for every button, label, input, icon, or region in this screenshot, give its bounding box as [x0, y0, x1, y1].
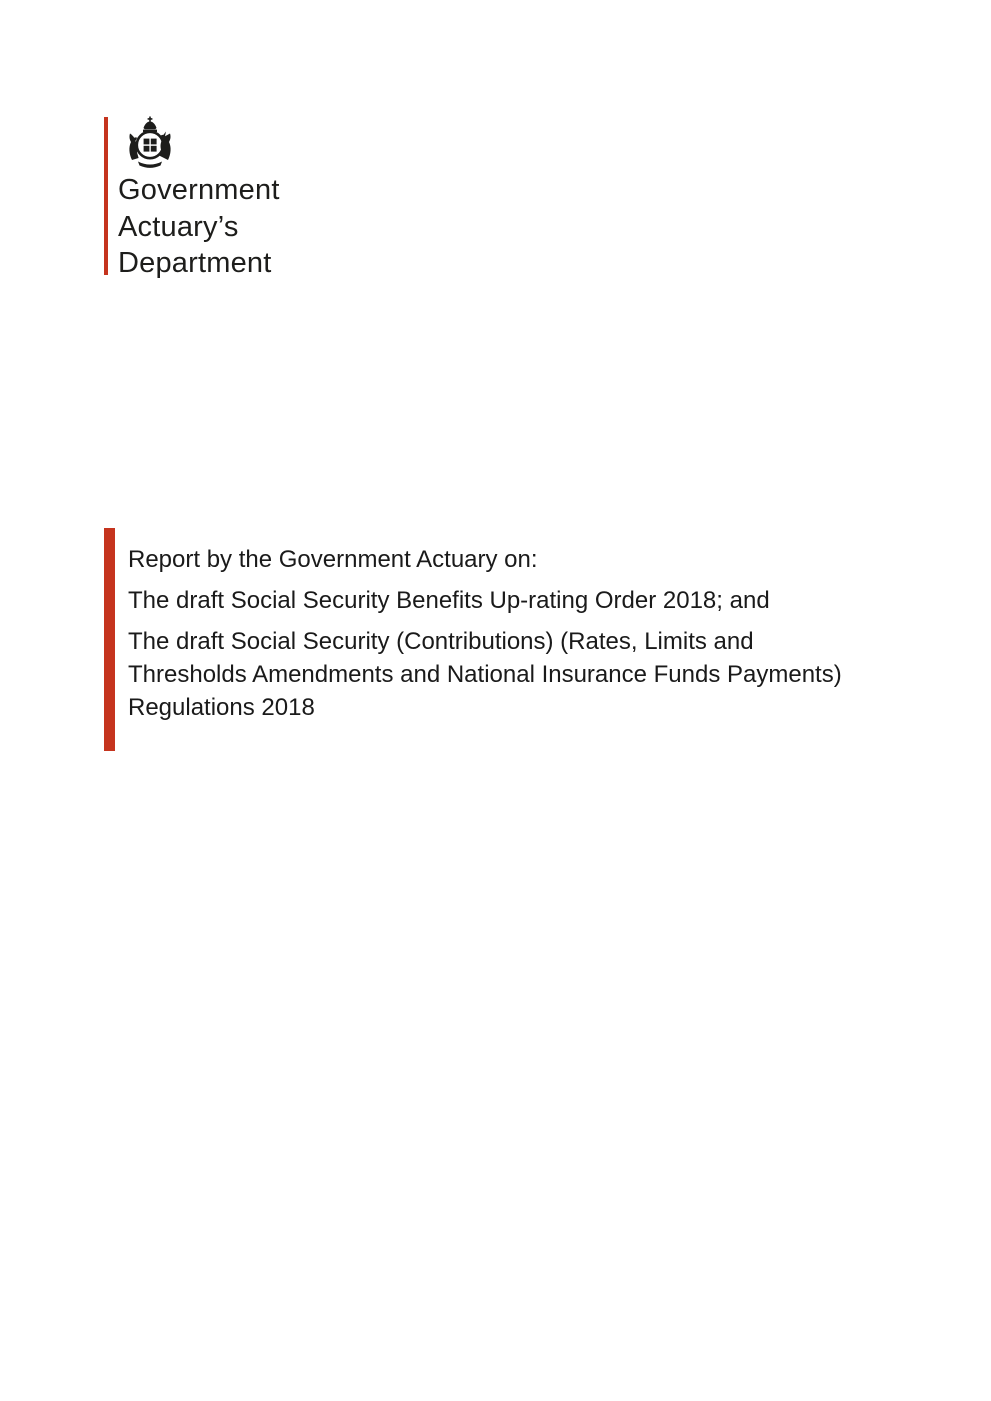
- title-red-rule: [104, 528, 115, 751]
- report-title-text: [128, 543, 873, 724]
- royal-coat-of-arms-icon: [118, 116, 182, 170]
- logo-line-actuarys: Actuary’s: [118, 210, 239, 243]
- report-title-regulations: The draft Social Security (Contributions) (Rates, Limits and Thresholds Amendments and National Insurance Funds Payments) Regulations 2018: [128, 628, 842, 721]
- report-title-order: The draft Social Security Benefits Up-rating Order 2018; and: [128, 587, 770, 614]
- logo-red-rule: [104, 117, 108, 275]
- logo-wordmark: [118, 172, 280, 282]
- report-title-intro: Report by the Government Actuary on:: [128, 546, 538, 573]
- logo-line-government: Government: [118, 174, 280, 206]
- logo-line-department: Department: [118, 247, 272, 279]
